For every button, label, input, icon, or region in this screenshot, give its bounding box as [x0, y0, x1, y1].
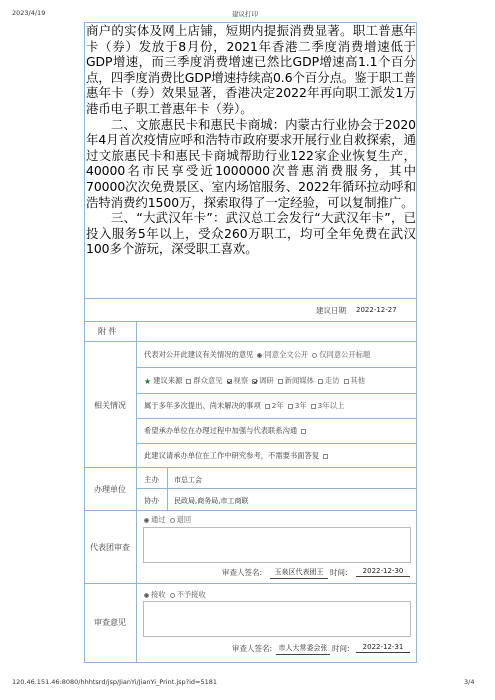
main-unit-label: 主办 [144, 475, 159, 484]
accept-option[interactable]: 接收 [144, 590, 166, 600]
source-option-research[interactable]: 调研 [252, 376, 274, 386]
divider [136, 418, 417, 419]
divider [136, 321, 137, 663]
review-decision-row [144, 590, 210, 600]
print-date: 2023/4/19 [12, 9, 46, 17]
checkbox-icon [318, 379, 323, 384]
star-icon: ★ [144, 376, 152, 386]
review-comment-box[interactable] [143, 601, 411, 637]
public-opinion-row [144, 350, 374, 360]
reference-checkbox[interactable] [323, 454, 328, 459]
divider [84, 583, 417, 584]
radio-checked-icon [257, 353, 262, 358]
review-signer-value: 市人大常委会张 [276, 643, 330, 655]
reference-question: 此建议请承办单位在工作中研究参考，不需要书面答复 [144, 451, 320, 460]
paragraph-2: 二、文旅惠民卡和惠民卡商城：内蒙古行业协会于2020年4月首次疫情应呼和浩特市政府要求开展行业自救探索，通过文旅惠民卡和惠民卡商城帮助行业122家企业恢复生产，40000名市民享受近1000000次普惠消费服务，其中70000次次免费景区、室内场馆服务、2022年循环拉动呼和浩特消费约1500万，探索取得了一定经验，可以复制推广。 [86, 116, 416, 210]
review-signer-label: 审查人签名: [232, 644, 273, 653]
page-url: 120.46.151.46:8080/hhhtsrd/jsp/JianYi/JianYi_Print.jsp?id=5181 [12, 678, 218, 686]
divider [84, 298, 417, 299]
multi-year-3[interactable]: 3年 [288, 401, 307, 411]
contact-row [144, 426, 308, 436]
radio-icon [312, 353, 317, 358]
divider [84, 341, 417, 342]
public-full-option[interactable]: 同意全文公开 [257, 350, 308, 360]
delegation-signer-label: 审查人签名: [222, 568, 263, 577]
contact-question: 希望承办单位在办理过程中加强与代表联系沟通 [144, 426, 298, 435]
delegation-comment-box[interactable] [143, 527, 411, 563]
divider [136, 488, 417, 489]
divider [136, 393, 417, 394]
checkbox-icon [344, 379, 349, 384]
delegation-signer-value: 玉泉区代表团王 [270, 567, 328, 579]
reject-option[interactable]: 不予接收 [170, 590, 206, 600]
divider [136, 367, 417, 368]
multi-year-2[interactable]: 2年 [265, 401, 284, 411]
checkbox-icon [186, 379, 191, 384]
divider [84, 467, 417, 468]
radio-icon [170, 593, 175, 598]
radio-icon [170, 518, 175, 523]
suggest-date-label: 建议日期 [316, 306, 346, 315]
source-option-inspect[interactable]: 视察 [227, 376, 249, 386]
reference-row [144, 451, 330, 461]
source-question: 建议来源 [153, 376, 183, 385]
source-option-media[interactable]: 新闻媒体 [278, 376, 314, 386]
suggest-date-value: 2022-12-27 [356, 306, 397, 314]
co-unit-label: 协办 [144, 496, 159, 505]
page-number: 3/4 [464, 678, 475, 686]
multi-year-row [144, 401, 348, 411]
divider [84, 321, 417, 322]
print-title: 建议打印 [232, 10, 258, 18]
checkbox-checked-icon [252, 379, 257, 384]
handling-label: 办理单位 [94, 485, 126, 494]
checkbox-icon [278, 379, 283, 384]
checkbox-checked-icon [227, 379, 232, 384]
delegation-time-value: 2022-12-30 [356, 567, 410, 577]
radio-checked-icon [144, 593, 149, 598]
source-row [144, 376, 369, 386]
multi-year-3plus[interactable]: 3年以上 [311, 401, 345, 411]
multi-year-question: 属于多年多次提出、尚未解决的事项 [144, 401, 261, 410]
approve-option[interactable]: 通过 [144, 515, 166, 525]
divider [136, 443, 417, 444]
divider [84, 510, 417, 511]
co-unit-value: 民政局,商务局,市工商联 [174, 497, 249, 505]
source-option-masses[interactable]: 群众意见 [186, 376, 222, 386]
suggestion-content [86, 23, 416, 257]
delegation-time-label: 时间: [330, 568, 348, 577]
main-unit-value: 市总工会 [174, 476, 202, 484]
review-opinion-label: 审查意见 [94, 618, 126, 627]
source-option-other[interactable]: 其他 [344, 376, 366, 386]
public-title-option[interactable]: 仅同意公开标题 [312, 350, 370, 360]
paragraph-3: 三、“大武汉年卡”：武汉总工会发行“大武汉年卡”，已投入服务5年以上，受众260万职工，均可全年免费在武汉100多个游玩，深受职工喜欢。 [86, 210, 416, 257]
checkbox-icon [265, 404, 270, 409]
divider [167, 467, 168, 510]
checkbox-icon [288, 404, 293, 409]
delegation-decision-row [144, 515, 195, 525]
related-label: 相关情况 [94, 401, 126, 410]
delegation-review-label: 代表团审查 [90, 543, 130, 552]
checkbox-icon [311, 404, 316, 409]
contact-checkbox[interactable] [301, 429, 306, 434]
radio-checked-icon [144, 518, 149, 523]
review-time-label: 时间: [332, 644, 350, 653]
source-option-visit[interactable]: 走访 [318, 376, 340, 386]
paragraph-1: 商户的实体及网上店铺，短期内提振消费显著。职工普惠年卡（券）发放于8月份，2021年香港二季度消费增速低于GDP增速，而三季度消费增速已然比GDP增速高1.1个百分点，四季度消费比GDP增速持续高0.6个百分点。鉴于职工普惠年卡（券）效果显著，香港决定2022年再向职工派发1万港币电子职工普惠年卡（券）。 [86, 23, 416, 116]
attachment-label: 附 件 [98, 327, 117, 336]
return-option[interactable]: 退回 [170, 515, 192, 525]
review-time-value: 2022-12-31 [356, 643, 410, 653]
public-opinion-question: 代表对公开此建议有关情况的意见 [144, 350, 254, 359]
